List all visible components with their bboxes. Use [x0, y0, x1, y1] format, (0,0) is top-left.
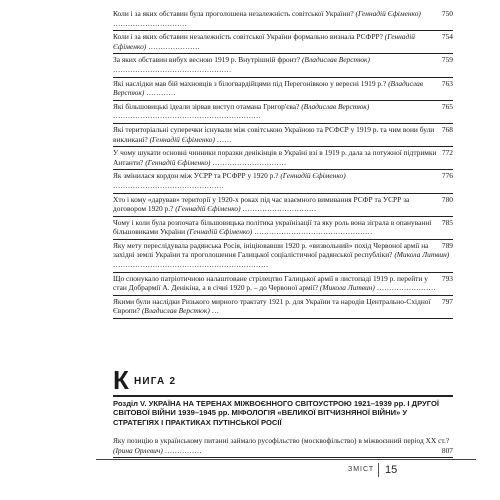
toc-entry-text: Коли і за яких обставин незалежність совітської України формально визнала РСФРР?	[113, 32, 383, 42]
toc-entry[interactable]	[113, 273, 453, 296]
toc-entry-text: Коли і за яких обставин була проголошена незалежність совітської України?	[113, 9, 354, 18]
footer-separator	[378, 463, 379, 477]
toc-entry-page: 776	[441, 171, 453, 181]
toc-entry[interactable]	[113, 31, 453, 54]
toc-entry-text: Яку мету переслідувала радянська Росія, ініціювавши 1920 р. «визвольний» похід Червоної армії на західні землі України та проголошення Галицької соціалістичної радянської республіки?	[113, 240, 429, 260]
toc-entry-leader: ………………………………………………………	[113, 260, 269, 270]
toc-entry-author: (Геннадій Єфіменко)	[145, 157, 211, 167]
toc-entry-author: (Геннадій Єфіменко)	[186, 227, 253, 237]
toc-entry-author: (Ірина Орлевич)	[113, 445, 163, 455]
toc-entry-leader: …………………	[148, 41, 200, 51]
section-title: Розділ V. УКРАЇНА НА ТЕРЕНАХ МІЖВОЄННОГО СВІТОУСТРОЮ 1921–1939 рр. І ДРУГОЇ СВІТОВОЇ ВІЙНИ 1939–1945 рр. МІФОЛОГІЯ «ВЕЛИКОЇ ВІТЧИЗНЯНОЇ ВІЙНИ» У СТРАТЕГІЯХ І ПРАКТИКАХ ПУТІНСЬКОЇ РОСІЇ	[113, 399, 439, 427]
toc-entry-text: Яку позицію в українському питанні займало русофільство (москвофільство) в міжвоєнний період XX ст.?	[113, 436, 450, 445]
toc-entry[interactable]	[113, 217, 453, 240]
toc-entry-page: 789	[441, 240, 453, 250]
toc-entry-text: Як змінилася кордон між УСРР та РСФРР у 1920 р.?	[113, 171, 279, 181]
toc-entry-leader: ……………………………………………………	[113, 111, 261, 121]
toc-entry-page: 768	[441, 124, 453, 134]
toc-entry-author: (Геннадій Єфіменко)	[280, 171, 346, 181]
toc-entry-page: 780	[441, 194, 453, 204]
toc-entry[interactable]	[113, 54, 453, 77]
toc-entry-text: У чому шукати основні чинники поразки денікінців в Україні взі в 1919 р. дала за потужної підтримки Антанти?	[113, 148, 437, 167]
toc-entry-page: 807	[441, 445, 453, 455]
toc-entry[interactable]	[113, 8, 453, 31]
toc-entry-text: Якими були наслідки Ризького мирного трактату 1921 р. для України та народів Центрально-Східної Європи?	[113, 296, 431, 316]
toc-entry-page: 772	[441, 148, 453, 158]
toc-entry-leader: …………………………	[212, 157, 287, 167]
toc-entry-author: (Геннадій Єфіменко)	[149, 134, 215, 144]
toc-entry[interactable]	[113, 124, 453, 147]
toc-entry-leader: ……	[216, 134, 232, 144]
footer-section-label: ЗМІСТ	[348, 466, 375, 473]
book-heading-initial: К	[113, 365, 128, 395]
toc-entry-author: (Владислав Верстюк)	[141, 306, 210, 316]
page-number: 15	[385, 464, 398, 476]
toc-entry-page: 763	[441, 78, 453, 88]
toc-entry[interactable]	[113, 170, 453, 193]
toc-entry-page: 793	[441, 273, 453, 283]
toc-entry-text: Які територіальні суперечки існували між совітською Україною та РСФСР у 1919 р. та чим вони були викликані?	[113, 124, 435, 144]
toc-entry-last[interactable]	[113, 436, 453, 458]
toc-entry-leader: ……………	[164, 445, 202, 455]
toc-entry-author: (Владислав Верстюк)	[301, 101, 370, 111]
footer-rule	[96, 459, 476, 460]
toc-entry-author: (Микола Литвин)	[319, 283, 375, 293]
toc-entry[interactable]	[113, 147, 453, 170]
toc-entry[interactable]	[113, 296, 453, 319]
toc-entry-text: Що спонукало патріотичною налаштоване стрілецтво Галицької армії в листопаді 1919 р. перейти у стан Добрармії А. Денікіна, а в січні 1920 р. – до Червоної армії?	[113, 273, 428, 293]
toc-entry-leader: …………………………………………	[254, 227, 373, 237]
toc-entry-page: 750	[441, 9, 453, 18]
toc-entry[interactable]	[113, 194, 453, 217]
toc-entry-text: Які більшовицькі ідеали зірвав виступ отамана Григор'єва?	[113, 101, 300, 111]
toc-entry-author: (Владислав Верстюк)	[301, 55, 370, 65]
toc-entry-page: 797	[441, 296, 453, 306]
toc-entry-author: (Микола Литвин)	[394, 250, 450, 260]
toc-entry-text: Хто і кому «дарував» території у 1920-х роках під час взаємного вимивання РСФР та УСРР за договором 1920 р.?	[113, 194, 410, 214]
toc-entry-leader: ……………………	[376, 283, 436, 293]
table-of-contents	[113, 8, 453, 319]
toc-entry-leader: …	[211, 306, 220, 316]
toc-entry-page: 785	[441, 217, 453, 227]
toc-entry-page: 759	[441, 55, 453, 65]
toc-entry-leader: …………………………	[113, 18, 187, 28]
toc-entry-author: (Геннадій Єфіменко)	[113, 32, 415, 51]
toc-entry-text: Які наслідки мав бій махновців з білогвардійцями під Перегонівкою у вересні 1919 р.?	[113, 78, 387, 88]
toc-entry[interactable]	[113, 240, 453, 273]
section-rule	[113, 395, 453, 397]
toc-entry-text: За яких обставин вибух весною 1919 р. Внутрішній фронт?	[113, 55, 301, 65]
book-heading	[113, 365, 453, 395]
toc-entry-author: (Геннадій Єфіменко)	[355, 9, 421, 18]
toc-entry-leader: ………………………………………	[113, 180, 224, 190]
toc-entry-leader: …………	[146, 88, 176, 98]
toc-entry-leader: …………………………………………	[113, 64, 232, 74]
toc-entry-page: 754	[441, 32, 453, 42]
book-heading-rest: НИГА 2	[134, 376, 177, 387]
toc-entry-author: (Владислав Верстюк)	[113, 78, 423, 98]
toc-entry-text: Чому і коли була розпочата більшовицька політика українізації та яку роль вона зіграла в опануванні більшовиками України	[113, 217, 432, 237]
toc-entry-leader: …………………………	[242, 204, 317, 214]
toc-entry[interactable]	[113, 101, 453, 124]
toc-entry-author: (Геннадій Єфіменко)	[175, 204, 241, 214]
toc-entry[interactable]	[113, 78, 453, 101]
toc-entry-page: 765	[441, 101, 453, 111]
